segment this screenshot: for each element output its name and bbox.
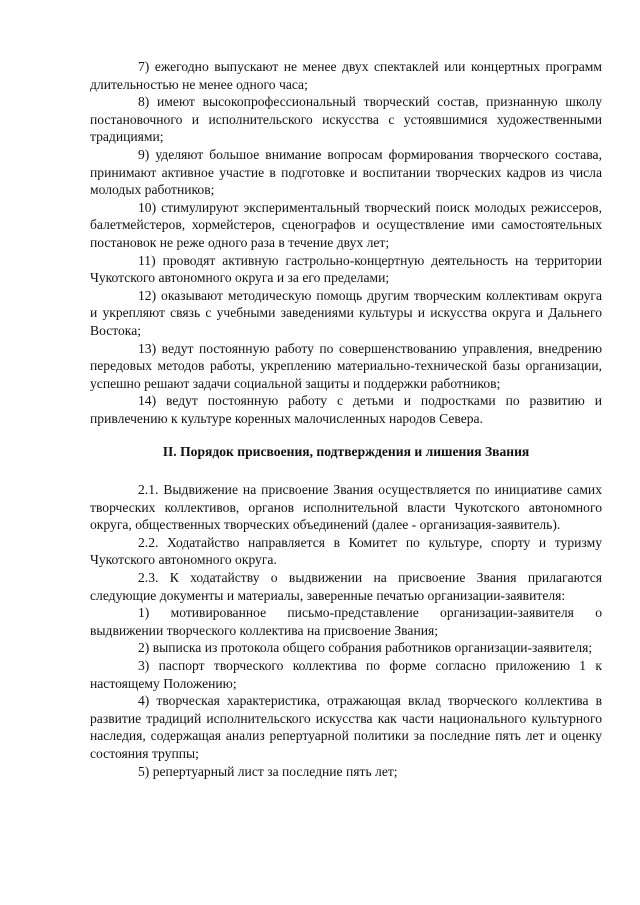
section-heading: II. Порядок присвоения, подтверждения и лишения Звания	[162, 444, 530, 460]
list-item-8: 8) имеют высокопрофессиональный творческий состав, признанную школу постановочного и исполнительского искусства с устоявшимися художественными традициями;	[90, 94, 602, 145]
document-item-2: 2) выписка из протокола общего собрания работников организации-заявителя;	[138, 640, 593, 656]
document-item-5: 5) репертуарный лист за последние пять лет;	[138, 763, 398, 779]
list-item-10: 10) стимулируют экспериментальный творческий поиск молодых режиссеров, балетмейстеров, хормейстеров, сценографов и осуществление ими самостоятельных постановок не реже одного раза в течение двух лет;	[90, 199, 602, 250]
document-item-1: 1) мотивированное письмо-представление организации-заявителя о выдвижении творческого коллектива на присвоение Звания;	[90, 605, 602, 638]
list-item-13: 13) ведут постоянную работу по совершенствованию управления, внедрению передовых методов работы, укреплению материально-технической базы организации, успешно решают задачи социальной защиты и поддержки работников;	[90, 340, 602, 391]
list-item-9: 9) уделяют большое внимание вопросам формирования творческого состава, принимают активное участие в подготовке и воспитании творческих кадров из числа молодых работников;	[90, 146, 602, 198]
paragraph-2-1: 2.1. Выдвижение на присвоение Звания осуществляется по инициативе самих творческих коллективов, органов исполнительной власти Чукотского автономного округа, общественных творческих объединений (далее - организация-заявитель).	[90, 482, 602, 533]
list-item-7: 7) ежегодно выпускают не менее двух спектаклей или концертных программ длительностью не менее одного часа;	[90, 59, 602, 92]
paragraph-2-3: 2.3. К ходатайству о выдвижении на присвоение Звания прилагаются следующие документы и материалы, заверенные печатью организации-заявителя:	[90, 570, 602, 603]
document-item-4: 4) творческая характеристика, отражающая вклад творческого коллектива в развитие традиций исполнительского искусства как части национального культурного наследия, содержащая анализ репертуарной политики за последние пять лет и оценку состояния труппы;	[90, 693, 602, 761]
paragraph-2-2: 2.2. Ходатайство направляется в Комитет по культуре, спорту и туризму Чукотского автономного округа.	[90, 534, 602, 568]
document-item-3: 3) паспорт творческого коллектива по форме согласно приложению 1 к настоящему Положению;	[90, 658, 602, 691]
list-item-11: 11) проводят активную гастрольно-концертную деятельность на территории Чукотского автономного округа и за его пределами;	[90, 252, 602, 286]
list-item-12: 12) оказывают методическую помощь другим творческим коллективам округа и укрепляют связь с учебными заведениями культуры и искусства округа и Дальнего Востока;	[90, 287, 602, 338]
list-item-14: 14) ведут постоянную работу с детьми и подростками по развитию и привлечению к культуре коренных малочисленных народов Севера.	[90, 393, 602, 426]
